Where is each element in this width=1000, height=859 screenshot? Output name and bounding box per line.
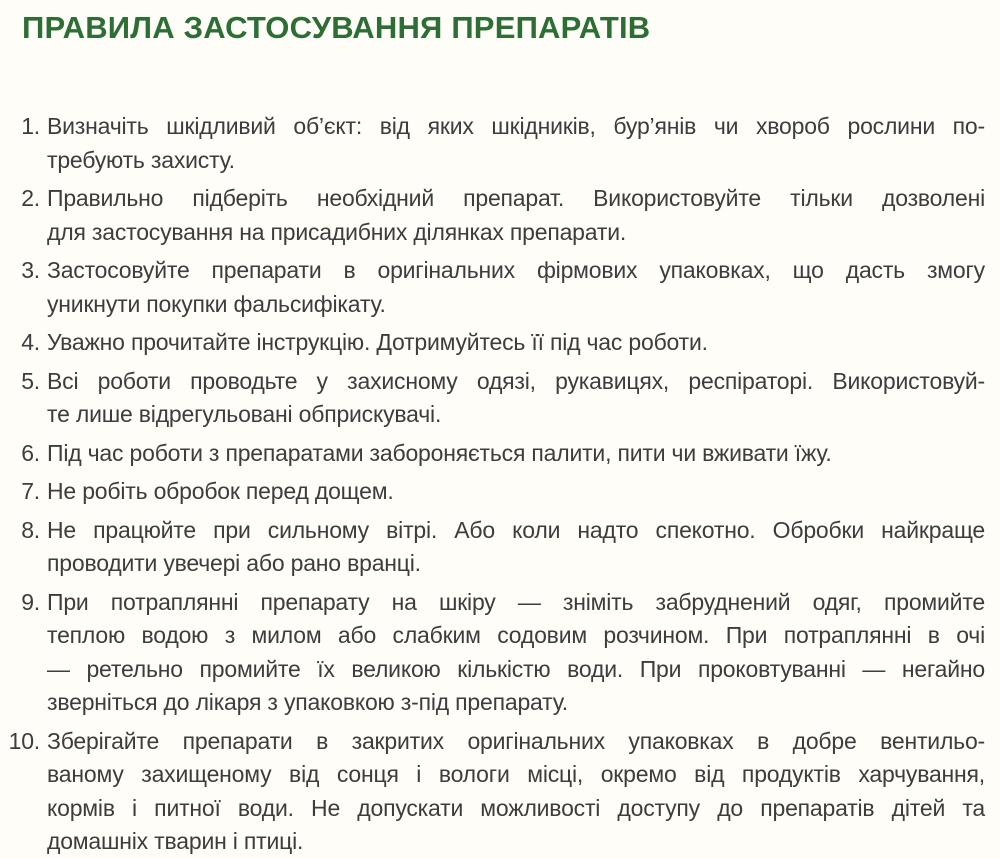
rule-text-line: Визначіть шкідливий об’єкт: від яких шкідників, бур’янів чи хвороб рослини по- — [47, 113, 985, 139]
rule-text-line: зверніться до лікаря з упаковкою з-під препарату. — [47, 689, 568, 715]
rule-text — [47, 725, 985, 859]
rule-text-line: Не робіть обробок перед дощем. — [47, 478, 394, 504]
rule-number: 6. — [21, 439, 40, 466]
rule-text — [47, 110, 985, 177]
rule-text-line: При потраплянні препарату на шкіру — зніміть забруднений одяг, промийте — [47, 588, 985, 615]
rule-text-line: Правильно підберіть необхідний препарат. Використовуйте тільки дозволені — [47, 185, 985, 211]
rule-number: 3. — [21, 257, 40, 283]
rule-item — [0, 182, 985, 249]
rule-number: 7. — [21, 478, 40, 504]
rule-number: 10. — [8, 727, 40, 754]
rule-text-line: домашніх тварин і птиці. — [47, 828, 304, 854]
rule-text-line: требують захисту. — [47, 146, 235, 173]
rule-number: 5. — [21, 367, 40, 394]
rule-text-line: Всі роботи проводьте у захисному одязі, рукавицях, респіраторі. Використовуй- — [47, 367, 985, 394]
rule-text-line: ваному захищеному від сонця і вологи місці, окремо від продуктів харчування, — [47, 761, 985, 787]
rule-item — [0, 326, 985, 360]
rule-number: 9. — [21, 588, 40, 615]
rule-text-line: теплою водою з милом або слабким содовим розчином. При потраплянні в очі — [47, 622, 985, 648]
rule-number: 2. — [21, 185, 40, 211]
rule-text-line: — ретельно промийте їх великою кількістю води. При проковтуванні — негайно — [47, 655, 985, 682]
rules-list — [0, 110, 985, 859]
rule-text-line: Застосовуйте препарати в оригінальних фірмових упаковках, що дасть змогу — [47, 257, 985, 283]
rule-text-line: Під час роботи з препаратами забороняється палити, пити чи вживати їжу. — [47, 439, 832, 466]
rule-text-line: Уважно прочитайте інструкцію. Дотримуйтесь її під час роботи. — [47, 329, 708, 355]
rule-text-line: те лише відрегульовані обприскувачі. — [47, 401, 442, 427]
rule-number: 4. — [21, 329, 40, 355]
rule-item — [0, 586, 985, 720]
rule-text — [47, 586, 985, 720]
rule-text — [47, 437, 985, 471]
page-title: ПРАВИЛА ЗАСТОСУВАННЯ ПРЕПАРАТІВ — [22, 10, 651, 45]
rule-text-line: уникнути покупки фальсифікату. — [47, 290, 386, 317]
rule-item — [0, 110, 985, 177]
rule-item — [0, 254, 985, 321]
rule-text — [47, 326, 985, 360]
rule-text — [47, 254, 985, 321]
rule-number: 8. — [21, 516, 40, 543]
rule-item — [0, 475, 985, 509]
rule-text-line: Не працюйте при сильному вітрі. Або коли надто спекотно. Обробки найкраще — [47, 516, 985, 543]
rule-text-line: проводити увечері або рано вранці. — [47, 550, 421, 576]
rule-item — [0, 437, 985, 471]
rule-text — [47, 182, 985, 249]
rule-text — [47, 514, 985, 581]
rule-text-line: кормів і питної води. Не допускати можливості доступу до препаратів дітей та — [47, 794, 985, 821]
rule-text — [47, 365, 985, 432]
rule-number: 1. — [21, 113, 40, 139]
rule-text-line: для застосування на присадибних ділянках препарати. — [47, 218, 627, 245]
rule-text-line: Зберігайте препарати в закритих оригінальних упаковках в добре вентильо- — [47, 727, 985, 754]
rule-item — [0, 365, 985, 432]
rule-text — [47, 475, 985, 509]
rule-item — [0, 514, 985, 581]
rule-item — [0, 725, 985, 859]
